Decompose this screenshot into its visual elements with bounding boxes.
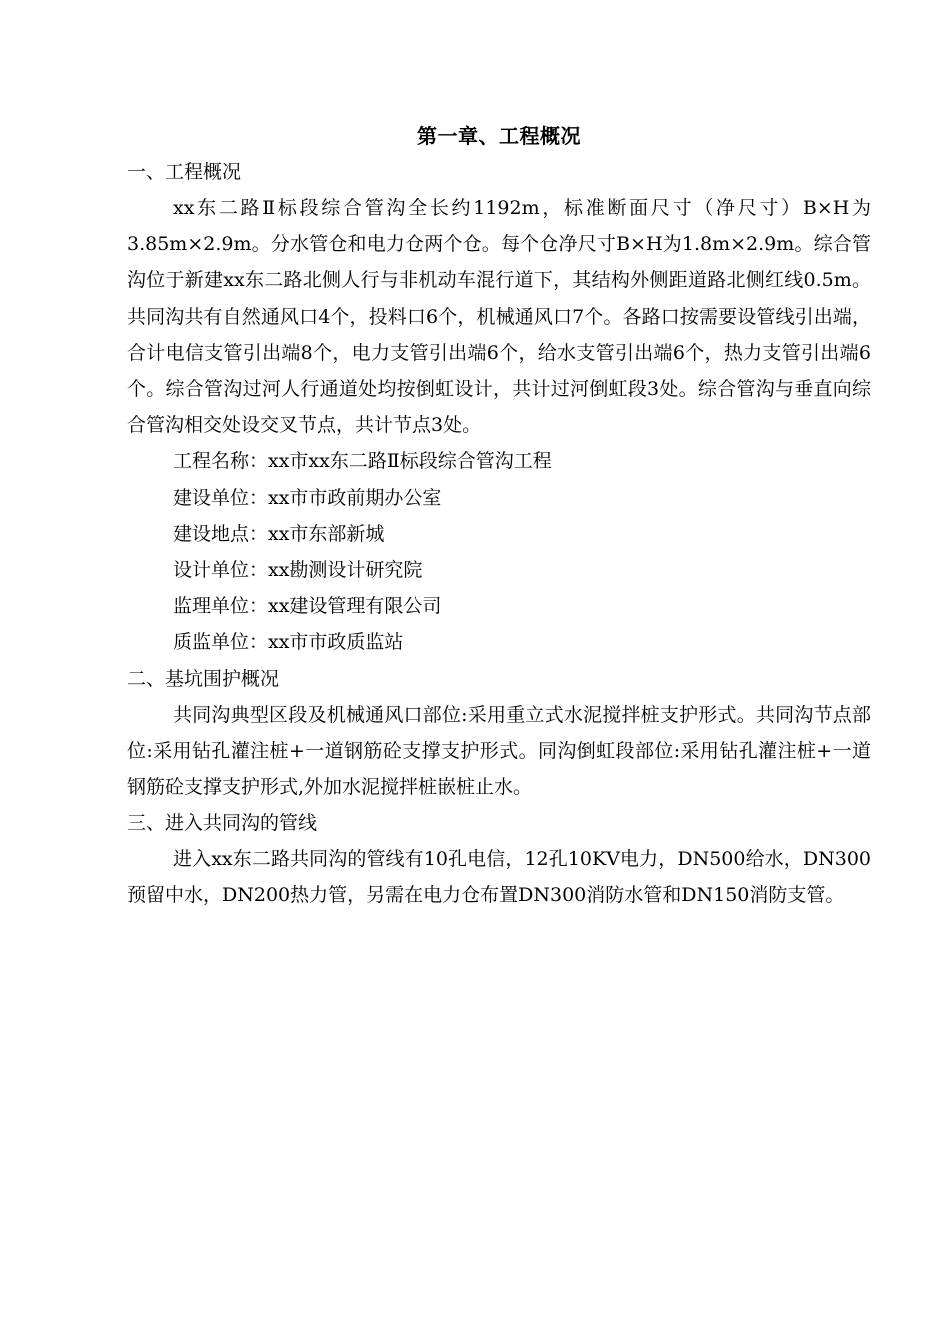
project-name-line: 工程名称：xx市xx东二路Ⅱ标段综合管沟工程 [173,450,552,473]
section-heading: 二、基坑围护概况 [127,667,280,690]
section-heading: 一、工程概况 [127,161,242,183]
pipelines-description: 进入xx东二路共同沟的管线有10孔电信，12孔10KV电力，DN500给水，DN300预留中水，DN200热力管，另需在电力仓布置DN300消防水管和DN150消防支管。 [127,848,871,907]
section-pipelines [127,805,871,913]
project-description: xx东二路Ⅱ标段综合管沟全长约1192m，标准断面尺寸（净尺寸）B×H为3.85m×2.9m。分水管仓和电力仓两个仓。每个仓净尺寸B×H为1.8m×2.9m。综合管沟位于新建xx东二路北侧人行与非机动车混行道下，其结构外侧距道路北侧红线0.5m。共同沟共有自然通风口4个，投料口6个，机械通风口7个。各路口按需要设管线引出端，合计电信支管引出端8个，电力支管引出端6个，给水支管引出端6个，热力支管引出端6个。综合管沟过河人行通道处均按倒虹设计，共计过河倒虹段3处。综合管沟与垂直向综合管沟相交处设交叉节点，共计节点3处。 [127,197,871,437]
quality-supervision-line: 质监单位：xx市市政质监站 [173,631,404,654]
section-project-overview [127,154,871,661]
document-page [127,118,871,914]
supervision-unit-line: 监理单位：xx建设管理有限公司 [173,595,442,618]
chapter-title: 第一章、工程概况 [417,124,581,148]
construction-unit-line: 建设单位：xx市市政前期办公室 [173,486,442,509]
design-unit-line: 设计单位：xx勘测设计研究院 [173,559,423,582]
section-heading: 三、进入共同沟的管线 [127,812,318,835]
section-foundation-pit [127,661,871,806]
foundation-pit-description: 共同沟典型区段及机械通风口部位:采用重立式水泥搅拌桩支护形式。共同沟节点部位:采用钻孔灌注桩+一道钢筋砼支撑支护形式。同沟倒虹段部位:采用钻孔灌注桩+一道钢筋砼支撑支护形式,外加水泥搅拌桩嵌桩止水。 [127,703,871,799]
construction-site-line: 建设地点：xx市东部新城 [173,522,385,545]
